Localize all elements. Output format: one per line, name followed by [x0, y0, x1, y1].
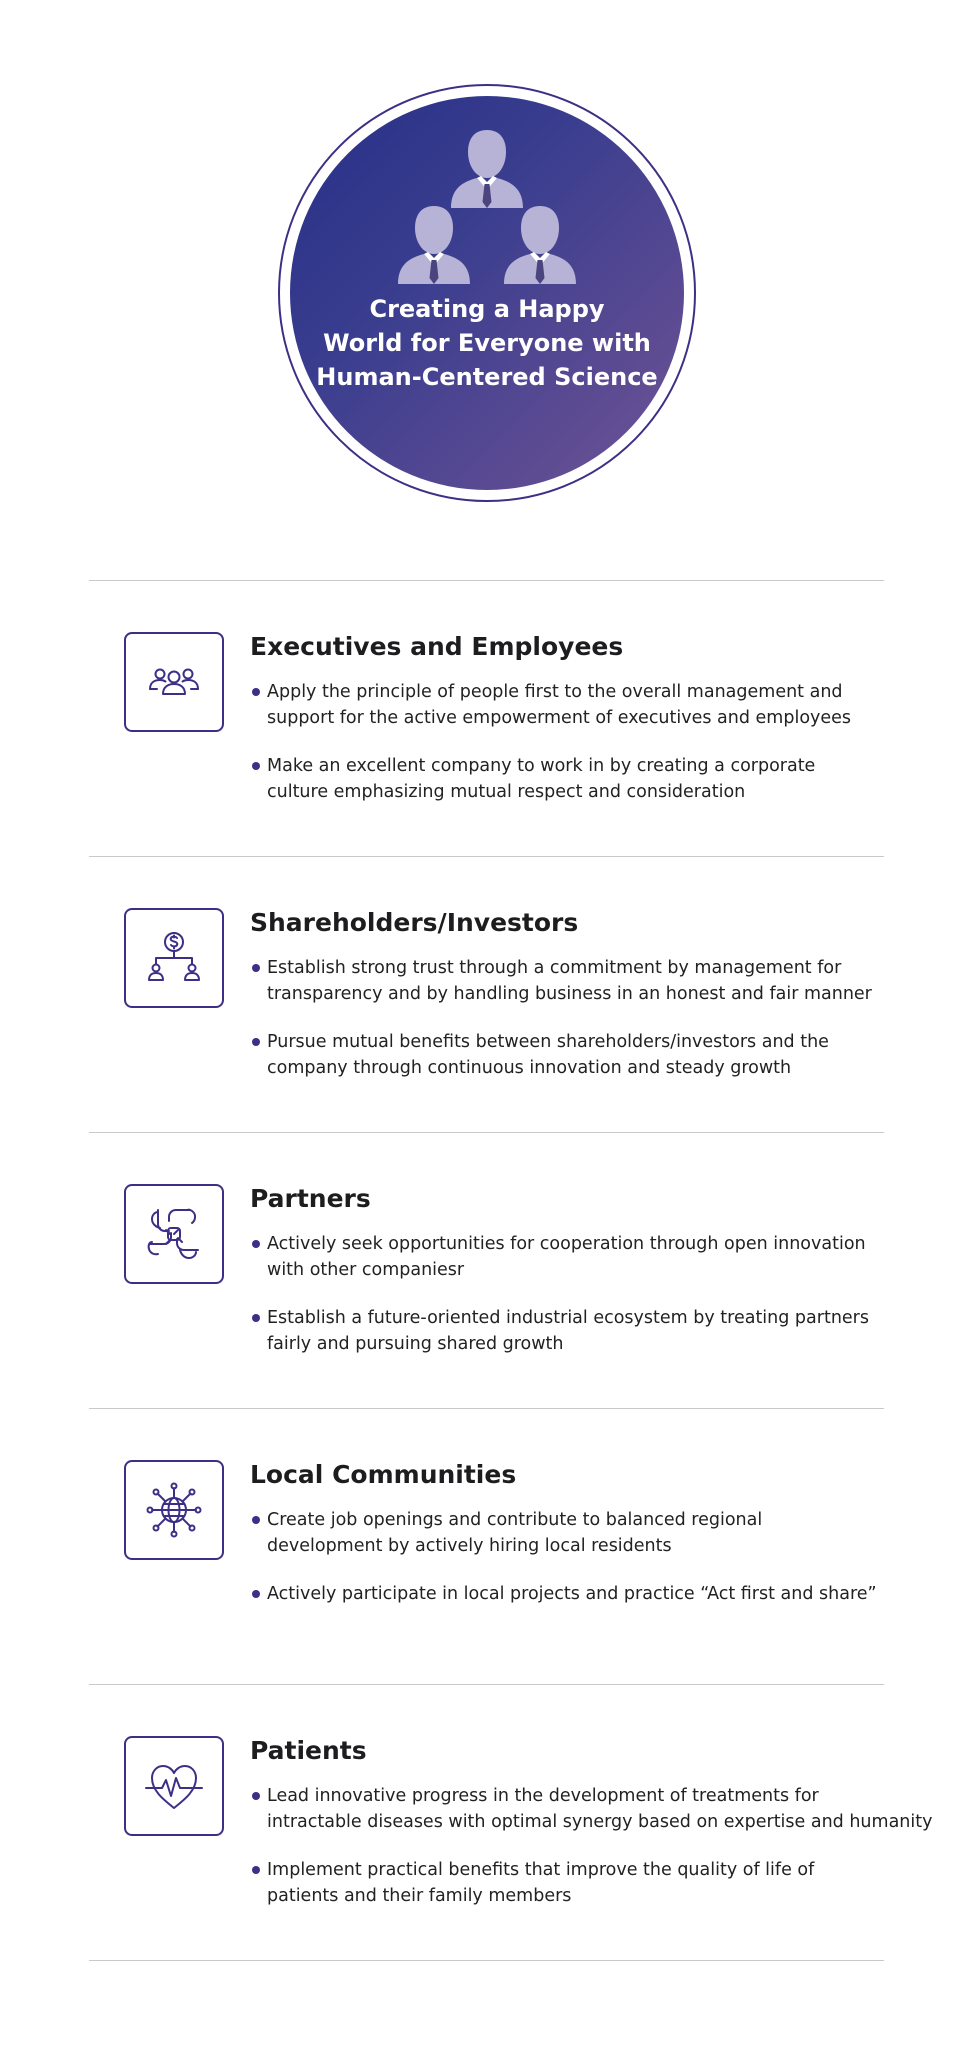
bullet-dot [252, 1314, 260, 1322]
bullet-dot [252, 1866, 260, 1874]
bullet-text-line: fairly and pursuing shared growth [267, 1334, 564, 1354]
section-title: Executives and Employees [250, 632, 624, 661]
hero-title-line: Human-Centered Science [316, 363, 658, 391]
section-icon-box [124, 1184, 224, 1284]
bullet-text-line: Lead innovative progress in the development of treatments for [267, 1786, 819, 1806]
bullet-text-line: Make an excellent company to work in by creating a corporate [267, 756, 816, 776]
bullet-text-line: patients and their family members [267, 1886, 572, 1906]
bullet-text-line: company through continuous innovation and steady growth [267, 1058, 792, 1078]
bullet-item [250, 1305, 950, 1357]
bullet-text-line: Actively participate in local projects and practice “Act first and share” [267, 1584, 877, 1604]
bullet-dot [252, 1240, 260, 1248]
bullet-dot [252, 1792, 260, 1800]
dollar-network-icon [144, 928, 204, 988]
bullet-dot [252, 688, 260, 696]
bullet-list [250, 679, 950, 827]
section-icon-box [124, 632, 224, 732]
bullet-list [250, 1783, 950, 1931]
section-local-communities [89, 1409, 884, 1685]
bullet-dot [252, 1590, 260, 1598]
section-icon-box [124, 908, 224, 1008]
bullet-dot [252, 1516, 260, 1524]
hero-circle [278, 84, 696, 502]
heart-pulse-icon [144, 1756, 204, 1816]
three-people-icon [390, 124, 584, 284]
hero-title [310, 292, 664, 394]
bullet-text-line: Pursue mutual benefits between shareholders/investors and the [267, 1032, 829, 1052]
bullet-item [250, 753, 950, 805]
bullet-item [250, 1783, 950, 1835]
section-shareholders-investors [89, 857, 884, 1133]
bullet-text-line: development by actively hiring local residents [267, 1536, 672, 1556]
bullet-dot [252, 964, 260, 972]
bullet-text-line: Establish a future-oriented industrial ecosystem by treating partners [267, 1308, 869, 1328]
bullet-text-line: transparency and by handling business in an honest and fair manner [267, 984, 872, 1004]
section-title: Shareholders/Investors [250, 908, 579, 937]
bullet-item [250, 1507, 950, 1559]
bullet-item [250, 1029, 950, 1081]
section-patients [89, 1685, 933, 1961]
bullet-text-line: support for the active empowerment of executives and employees [267, 708, 852, 728]
bullet-item [250, 679, 950, 731]
bullet-text-line: Create job openings and contribute to balanced regional [267, 1510, 763, 1530]
bullet-item [250, 1857, 950, 1909]
bullet-text-line: Apply the principle of people first to the overall management and [267, 682, 843, 702]
hero-title-line: Creating a Happy [369, 295, 605, 323]
section-icon-box [124, 1736, 224, 1836]
bullet-text-line: Establish strong trust through a commitment by management for [267, 958, 842, 978]
bullet-text-line: culture emphasizing mutual respect and consideration [267, 782, 746, 802]
section-title: Partners [250, 1184, 371, 1213]
bullet-text-line: intractable diseases with optimal synergy based on expertise and humanity [267, 1812, 933, 1832]
hero-title-line: World for Everyone with [323, 329, 651, 357]
bullet-item [250, 955, 950, 1007]
bullet-list [250, 1507, 950, 1629]
section-icon-box [124, 1460, 224, 1560]
section-partners [89, 1133, 884, 1409]
bullet-item [250, 1231, 950, 1283]
bullet-dot [252, 762, 260, 770]
bullet-dot [252, 1038, 260, 1046]
bullet-item [250, 1581, 950, 1607]
section-title: Local Communities [250, 1460, 517, 1489]
globe-network-icon [144, 1480, 204, 1540]
bullet-text-line: with other companiesr [267, 1260, 465, 1280]
joined-hands-icon [144, 1204, 204, 1264]
bullet-text-line: Implement practical benefits that improve the quality of life of [267, 1860, 815, 1880]
bullet-list [250, 1231, 950, 1379]
bullet-list [250, 955, 950, 1103]
people-group-icon [144, 652, 204, 712]
hero-circle-fill [290, 96, 684, 490]
bullet-text-line: Actively seek opportunities for cooperation through open innovation [267, 1234, 866, 1254]
section-executives-employees [89, 581, 884, 857]
section-title: Patients [250, 1736, 367, 1765]
